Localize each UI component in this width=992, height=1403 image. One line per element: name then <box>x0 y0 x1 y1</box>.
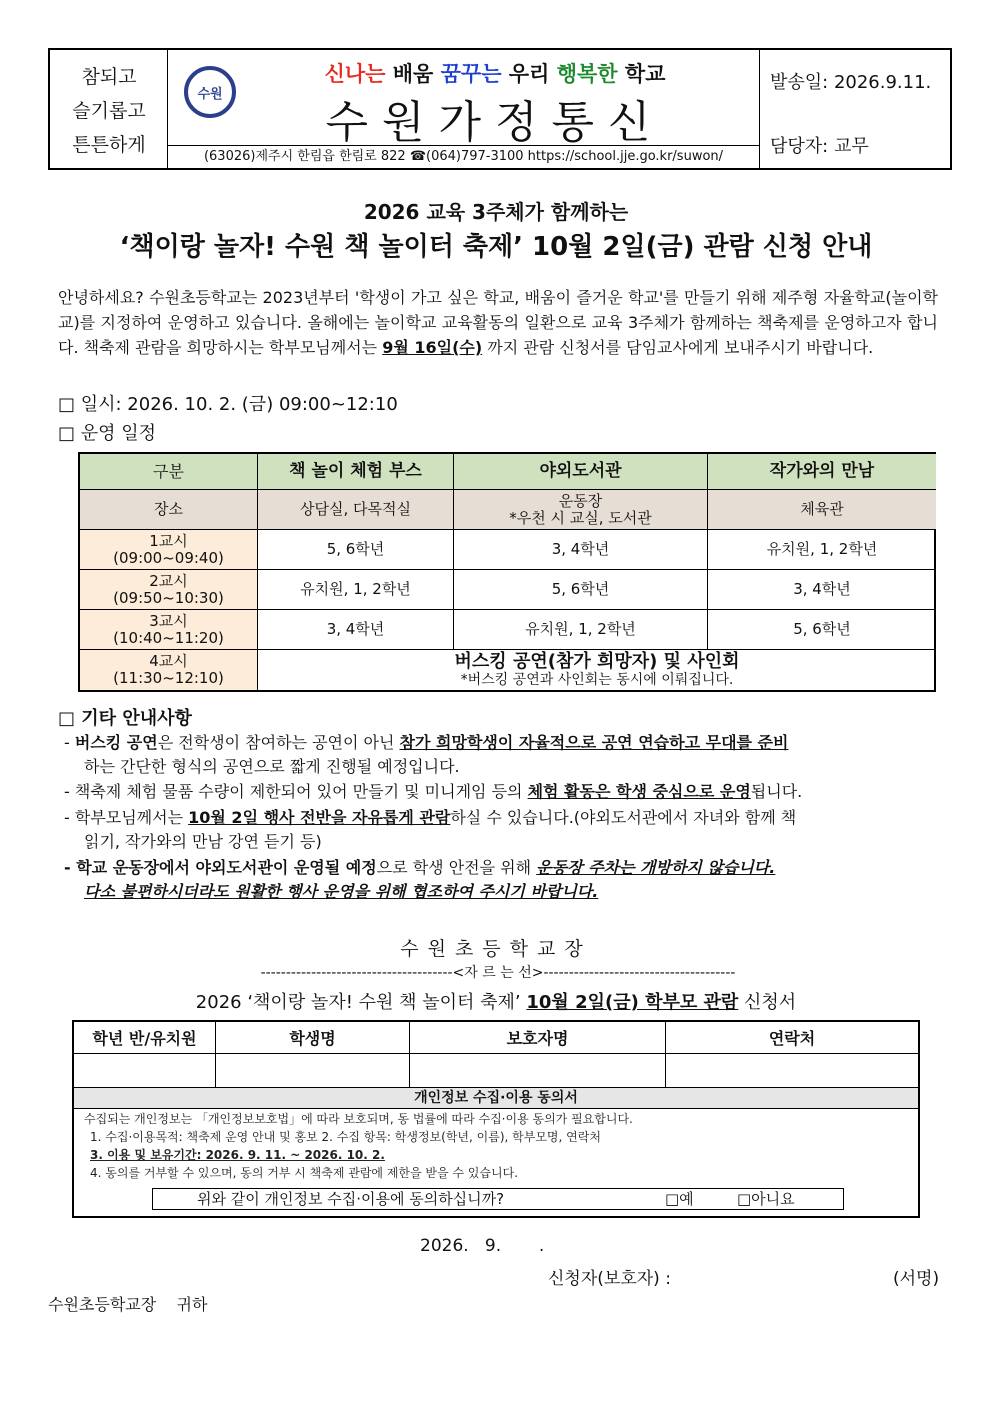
schedule-cell: 유치원, 1, 2학년 <box>258 570 454 610</box>
subtitle: 2026 교육 3주체가 함께하는 <box>363 200 629 224</box>
agree-no-checkbox[interactable]: □아니요 <box>737 1190 795 1208</box>
consent-line: 수집되는 개인정보는 「개인정보보호법」에 따라 보호되며, 동 법률에 따라 수집·이용 동의가 필요합니다. <box>84 1112 633 1126</box>
slogan-part: 배움 <box>385 62 441 86</box>
busking-sub: *버스킹 공연과 사인회는 동시에 이뤄집니다. <box>460 672 734 688</box>
period-time: (09:00~09:40) <box>113 548 224 567</box>
intro-text-end: 까지 관람 신청서를 담임교사에게 보내주시기 바랍니다. <box>482 338 874 357</box>
note-4 <box>64 856 944 904</box>
agree-question: 위와 같이 개인정보 수집·이용에 동의하십니까? <box>197 1190 505 1208</box>
form-header-cell: 연락처 <box>666 1022 918 1054</box>
principal: 수원초등학교장 <box>400 938 592 960</box>
guardian-name-field[interactable] <box>410 1054 666 1088</box>
main-title: ‘책이랑 놀자! 수원 책 놀이터 축제’ 10월 2일(금) 관람 신청 안내 <box>119 232 873 262</box>
newsletter-header <box>48 48 952 170</box>
note-2 <box>64 780 944 804</box>
issue-date: 발송일: 2026.9.11. <box>770 72 932 93</box>
schedule-cell: 5, 6학년 <box>454 570 708 610</box>
note-emph: - 학교 운동장에서 야외도서관이 운영될 예정 <box>64 858 377 877</box>
schedule-cell: 5, 6학년 <box>258 530 454 570</box>
application-form <box>72 1020 920 1218</box>
note-emph: 참가 희망학생이 자율적으로 공연 연습하고 무대를 준비 <box>399 733 789 752</box>
logo-text: 수원 <box>197 86 223 102</box>
contact-field[interactable] <box>666 1054 918 1088</box>
school-motto <box>50 50 168 168</box>
note-text: 으로 학생 안전을 위해 <box>376 858 537 877</box>
location-cell <box>454 490 708 530</box>
form-header-cell: 학년 반/유치원 <box>74 1022 216 1054</box>
note-3 <box>64 806 944 854</box>
intro-paragraph <box>58 285 938 360</box>
schedule-table <box>78 452 936 692</box>
header-center <box>168 50 760 168</box>
consent-line: 1. 수집·이용목적: 책축제 운영 안내 및 홍보 2. 수집 항목: 학생정보(학년, 이름), 학부모명, 연락처 <box>90 1130 601 1144</box>
school-logo <box>184 66 236 118</box>
note-emph: 체험 활동은 학생 중심으로 운영 <box>527 782 751 801</box>
period-time: (11:30~12:10) <box>113 669 224 687</box>
note-text: 읽기, 작가와의 만남 강연 듣기 등) <box>84 832 322 851</box>
consent-line: 4. 동의를 거부할 수 있으며, 동의 거부 시 책축제 관람에 제한을 받을 수 있습니다. <box>90 1166 519 1180</box>
consent-line: 3. 이용 및 보유기간: 2026. 9. 11. ~ 2026. 10. 2. <box>90 1148 385 1162</box>
period-name: 3교시 <box>149 611 188 630</box>
period-name: 4교시 <box>149 652 188 670</box>
grade-field[interactable] <box>74 1054 216 1088</box>
slogan-part: 우리 <box>501 62 557 86</box>
period-time: (09:50~10:30) <box>113 588 224 607</box>
form-header-cell: 학생명 <box>216 1022 410 1054</box>
form-header-cell: 보호자명 <box>410 1022 666 1054</box>
slogan-part: 꿈꾸는 <box>440 62 502 86</box>
motto-line: 튼튼하게 <box>72 134 146 156</box>
table-header-cell: 책 놀이 체험 부스 <box>258 454 454 490</box>
form-title-emph: 10월 2일(금) 학부모 관람 <box>526 992 739 1013</box>
period-time: (10:40~11:20) <box>113 628 224 647</box>
note-text: 됩니다. <box>750 782 803 801</box>
location-label: 장소 <box>80 490 258 530</box>
consent-title: 개인정보 수집·이용 동의서 <box>74 1088 918 1109</box>
location-cell <box>258 490 454 530</box>
note-text: - 학부모님께서는 <box>64 808 189 827</box>
schedule-cell: 3, 4학년 <box>708 570 936 610</box>
motto-line: 참되고 <box>81 66 137 88</box>
note-emph: 10월 2일 행사 전반을 자유롭게 관람 <box>188 808 451 827</box>
note-text: - 책축제 체험 물품 수량이 제한되어 있어 만들기 및 미니게임 등의 <box>64 782 528 801</box>
note-emph: 버스킹 공연 <box>74 733 158 752</box>
table-header-cell: 작가와의 만남 <box>708 454 936 490</box>
schedule-cell: 5, 6학년 <box>708 610 936 650</box>
location-main: 운동장 <box>558 491 603 510</box>
note-text: 하실 수 있습니다.(야외도서관에서 자녀와 함께 책 <box>450 808 797 827</box>
busking-main: 버스킹 공연(참가 희망자) 및 사인회 <box>454 651 740 672</box>
applicant-label: 신청자(보호자) : <box>548 1269 671 1289</box>
agree-box <box>152 1188 844 1210</box>
period-cell <box>80 530 258 570</box>
addressee: 수원초등학교장 귀하 <box>48 1295 208 1314</box>
location-sub: *우천 시 교실, 도서관 <box>509 508 652 527</box>
note-text: 하는 간단한 형식의 공연으로 짧게 진행될 예정입니다. <box>84 757 460 776</box>
note-emph: 다소 불편하시더라도 원활한 행사 운영을 위해 협조하여 주시기 바랍니다. <box>84 882 599 901</box>
location-main: 상담실, 다목적실 <box>300 500 411 518</box>
period-cell <box>80 650 258 690</box>
schedule-cell: 유치원, 1, 2학년 <box>454 610 708 650</box>
header-info <box>760 50 950 168</box>
intro-text: 안녕하세요? 수원초등학교는 2023년부터 '학생이 가고 싶은 학교, 배움이 즐거운 학교'를 만들기 위해 제주형 자율학교(놀이학교)를 지정하여 운영하고 있습니다. 올해에는 놀이학교 교육활동의 일환으로 교육 3주체가 함께하는 책축제를 운영하고자 합니다. 책축제 관람을 희망하시는 학부모님께서는 <box>58 288 938 357</box>
schedule-cell: 유치원, 1, 2학년 <box>708 530 936 570</box>
slogan-part: 학교 <box>617 62 666 86</box>
form-title <box>0 988 992 1014</box>
deadline: 9월 16일(수) <box>382 338 483 357</box>
period-cell <box>80 610 258 650</box>
slogan <box>250 58 740 88</box>
note-text: 은 전학생이 참여하는 공연이 아닌 <box>157 733 400 752</box>
note-emph: 운동장 주차는 개방하지 않습니다. <box>536 858 776 877</box>
form-title-text: 2026 ‘책이랑 놀자! 수원 책 놀이터 축제’ <box>195 992 527 1013</box>
section-date: □ 일시: 2026. 10. 2. (금) 09:00~12:10 <box>58 394 398 415</box>
period-cell <box>80 570 258 610</box>
student-name-field[interactable] <box>216 1054 410 1088</box>
date-line: 2026. 9. . <box>420 1236 545 1256</box>
signature-label: (서명) <box>893 1269 940 1289</box>
location-cell <box>708 490 936 530</box>
schedule-cell: 3, 4학년 <box>258 610 454 650</box>
form-title-text: 신청서 <box>738 992 797 1013</box>
table-header-cell: 야외도서관 <box>454 454 708 490</box>
section-schedule: □ 운영 일정 <box>58 423 157 444</box>
note-1 <box>64 731 944 779</box>
cut-line: --------------------------------------<자 르 는 선>-------------------------------------- <box>260 965 736 981</box>
slogan-part: 행복한 <box>556 62 618 86</box>
slogan-part: 신나는 <box>324 62 386 86</box>
busking-cell <box>258 650 936 690</box>
location-main: 체육관 <box>800 500 844 518</box>
period-name: 2교시 <box>149 571 188 590</box>
school-address: (63026)제주시 한림읍 한림로 822 ☎(064)797-3100 https://school.jje.go.kr/suwon/ <box>168 145 759 168</box>
manager: 담당자: 교무 <box>770 136 869 157</box>
period-name: 1교시 <box>149 531 188 550</box>
agree-yes-checkbox[interactable]: □예 <box>665 1190 694 1208</box>
note-text: - <box>64 733 75 752</box>
table-header-cell: 구분 <box>80 454 258 490</box>
motto-line: 슬기롭고 <box>72 100 146 122</box>
section-etc: □ 기타 안내사항 <box>58 708 192 729</box>
newsletter-title: 수원가정통신 <box>325 97 665 148</box>
schedule-cell: 3, 4학년 <box>454 530 708 570</box>
